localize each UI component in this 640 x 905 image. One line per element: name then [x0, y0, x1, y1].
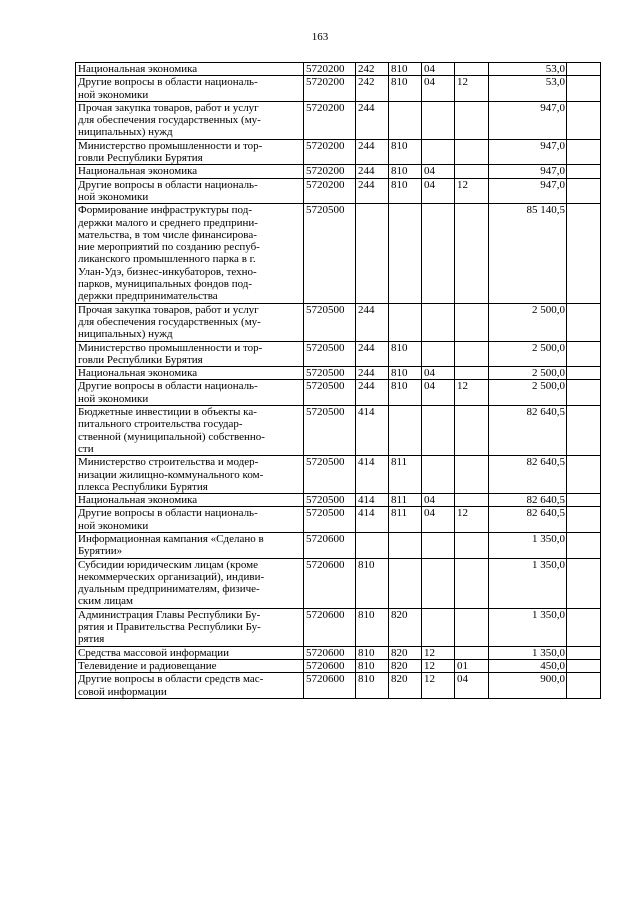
item-name-line: для обеспечения государственных (му-	[78, 114, 261, 127]
item-name-line: Национальная экономика	[78, 494, 198, 507]
amount-cell: 1 350,0	[489, 646, 567, 659]
subsection-cell: 12	[455, 380, 489, 406]
item-name-line: Национальная экономика	[78, 367, 198, 380]
subsection-cell	[455, 101, 489, 139]
budget-manager-cell: 810	[389, 165, 422, 178]
budget-manager-cell	[389, 101, 422, 139]
target-article-cell: 5720200	[304, 63, 356, 76]
amount-cell: 82 640,5	[489, 456, 567, 494]
empty-cell	[567, 507, 601, 533]
expense-type-cell: 244	[356, 165, 389, 178]
empty-cell	[567, 380, 601, 406]
item-name-line: Министерство строительства и модер-	[78, 456, 259, 469]
empty-cell	[567, 532, 601, 558]
item-name-line: Телевидение и радиовещание	[78, 659, 217, 672]
item-name-line: ственной (муниципальной) собственно-	[78, 430, 265, 443]
target-article-cell: 5720500	[304, 303, 356, 341]
target-article-cell: 5720200	[304, 165, 356, 178]
item-name-cell	[76, 558, 304, 608]
section-cell	[422, 558, 455, 608]
budget-manager-cell	[389, 532, 422, 558]
empty-cell	[567, 76, 601, 102]
target-article-cell: 5720500	[304, 380, 356, 406]
table-row	[76, 494, 601, 507]
item-name-cell	[76, 646, 304, 659]
budget-manager-cell	[389, 406, 422, 456]
table-row	[76, 303, 601, 341]
item-name-line: парков, муниципальных фондов под-	[78, 278, 253, 291]
empty-cell	[567, 659, 601, 672]
amount-cell: 2 500,0	[489, 380, 567, 406]
item-name-line: Министерство промышленности и тор-	[78, 139, 263, 152]
target-article-cell: 5720500	[304, 341, 356, 367]
table-row	[76, 456, 601, 494]
table-row	[76, 673, 601, 699]
item-name-line: Прочая закупка товаров, работ и услуг	[78, 101, 259, 114]
section-cell	[422, 139, 455, 165]
target-article-cell: 5720600	[304, 659, 356, 672]
target-article-cell: 5720500	[304, 507, 356, 533]
expense-type-cell: 244	[356, 178, 389, 204]
item-name-line: рятия и Правительства Республики Бу-	[78, 621, 261, 634]
item-name-cell	[76, 532, 304, 558]
subsection-cell	[455, 456, 489, 494]
item-name-line: плекса Республики Бурятия	[78, 480, 208, 493]
empty-cell	[567, 608, 601, 646]
item-name-cell	[76, 659, 304, 672]
item-name-line: Бурятии»	[78, 545, 123, 558]
section-cell: 12	[422, 646, 455, 659]
section-cell	[422, 341, 455, 367]
amount-cell: 2 500,0	[489, 341, 567, 367]
budget-manager-cell: 810	[389, 341, 422, 367]
expense-type-cell: 810	[356, 673, 389, 699]
item-name-line: Информационная кампания «Сделано в	[78, 532, 264, 545]
subsection-cell	[455, 406, 489, 456]
item-name-line: Формирование инфраструктуры под-	[78, 204, 253, 217]
section-cell: 04	[422, 63, 455, 76]
budget-manager-cell: 810	[389, 76, 422, 102]
item-name-cell	[76, 673, 304, 699]
section-cell	[422, 456, 455, 494]
item-name-line: Прочая закупка товаров, работ и услуг	[78, 303, 259, 316]
item-name-line: Министерство промышленности и тор-	[78, 341, 263, 354]
item-name-line: Другие вопросы в области националь-	[78, 507, 258, 520]
empty-cell	[567, 646, 601, 659]
target-article-cell: 5720600	[304, 558, 356, 608]
expense-type-cell: 244	[356, 367, 389, 380]
expense-type-cell: 810	[356, 659, 389, 672]
empty-cell	[567, 101, 601, 139]
item-name-cell	[76, 178, 304, 204]
empty-cell	[567, 456, 601, 494]
expense-type-cell	[356, 204, 389, 303]
item-name-line: некоммерческих организаций), индиви-	[78, 570, 265, 583]
subsection-cell	[455, 367, 489, 380]
amount-cell: 2 500,0	[489, 303, 567, 341]
expense-type-cell: 244	[356, 380, 389, 406]
subsection-cell	[455, 165, 489, 178]
item-name-line: держки предпринимательства	[78, 290, 218, 303]
expense-type-cell: 414	[356, 507, 389, 533]
budget-manager-cell: 811	[389, 494, 422, 507]
subsection-cell	[455, 532, 489, 558]
item-name-line: низации жилищно-коммунального ком-	[78, 468, 264, 481]
table-row	[76, 646, 601, 659]
empty-cell	[567, 558, 601, 608]
budget-manager-cell	[389, 204, 422, 303]
item-name-line: Другие вопросы в области средств мас-	[78, 673, 264, 686]
subsection-cell	[455, 139, 489, 165]
amount-cell: 947,0	[489, 165, 567, 178]
item-name-line: сти	[78, 442, 94, 455]
item-name-line: Другие вопросы в области националь-	[78, 380, 258, 393]
item-name-line: дуальным предпринимателям, физиче-	[78, 583, 260, 596]
empty-cell	[567, 367, 601, 380]
item-name-line: ной экономики	[78, 190, 149, 203]
item-name-line: для обеспечения государственных (му-	[78, 315, 261, 328]
section-cell	[422, 532, 455, 558]
section-cell: 12	[422, 673, 455, 699]
subsection-cell	[455, 63, 489, 76]
subsection-cell	[455, 494, 489, 507]
table-row	[76, 101, 601, 139]
item-name-cell	[76, 367, 304, 380]
table-row	[76, 76, 601, 102]
amount-cell: 1 350,0	[489, 558, 567, 608]
subsection-cell: 12	[455, 507, 489, 533]
table-row	[76, 178, 601, 204]
empty-cell	[567, 494, 601, 507]
target-article-cell: 5720500	[304, 494, 356, 507]
item-name-line: Администрация Главы Республики Бу-	[78, 608, 261, 621]
target-article-cell: 5720200	[304, 101, 356, 139]
section-cell: 04	[422, 367, 455, 380]
item-name-cell	[76, 76, 304, 102]
target-article-cell: 5720500	[304, 367, 356, 380]
item-name-line: ниципальных) нужд	[78, 328, 173, 341]
subsection-cell: 01	[455, 659, 489, 672]
expense-type-cell: 244	[356, 101, 389, 139]
budget-manager-cell: 810	[389, 139, 422, 165]
amount-cell: 85 140,5	[489, 204, 567, 303]
table-row	[76, 558, 601, 608]
expense-type-cell: 242	[356, 76, 389, 102]
section-cell	[422, 303, 455, 341]
budget-manager-cell: 811	[389, 456, 422, 494]
subsection-cell	[455, 341, 489, 367]
item-name-line: Другие вопросы в области националь-	[78, 76, 258, 89]
amount-cell: 1 350,0	[489, 532, 567, 558]
subsection-cell	[455, 558, 489, 608]
section-cell: 04	[422, 76, 455, 102]
empty-cell	[567, 406, 601, 456]
table-row	[76, 406, 601, 456]
subsection-cell	[455, 608, 489, 646]
table-row	[76, 204, 601, 303]
item-name-cell	[76, 380, 304, 406]
budget-table-body	[76, 63, 601, 699]
item-name-line: Улан-Удэ, бизнес-инкубаторов, техно-	[78, 265, 257, 278]
item-name-line: питального строительства государ-	[78, 418, 243, 431]
subsection-cell	[455, 204, 489, 303]
budget-manager-cell: 820	[389, 646, 422, 659]
item-name-cell	[76, 608, 304, 646]
budget-manager-cell: 810	[389, 63, 422, 76]
subsection-cell	[455, 303, 489, 341]
item-name-line: мательства, в том числе финансирова-	[78, 228, 257, 241]
expense-type-cell: 244	[356, 341, 389, 367]
item-name-cell	[76, 494, 304, 507]
expense-type-cell: 244	[356, 303, 389, 341]
budget-manager-cell: 820	[389, 659, 422, 672]
section-cell: 04	[422, 165, 455, 178]
item-name-line: ликанского промышленного парка в г.	[78, 253, 256, 266]
subsection-cell: 04	[455, 673, 489, 699]
item-name-cell	[76, 165, 304, 178]
table-row	[76, 367, 601, 380]
section-cell	[422, 608, 455, 646]
section-cell: 04	[422, 380, 455, 406]
expense-type-cell: 810	[356, 608, 389, 646]
item-name-cell	[76, 456, 304, 494]
item-name-line: Национальная экономика	[78, 165, 198, 178]
budget-manager-cell: 820	[389, 608, 422, 646]
item-name-cell	[76, 204, 304, 303]
item-name-cell	[76, 139, 304, 165]
amount-cell: 82 640,5	[489, 406, 567, 456]
table-row	[76, 532, 601, 558]
amount-cell: 53,0	[489, 76, 567, 102]
empty-cell	[567, 178, 601, 204]
table-row	[76, 608, 601, 646]
item-name-line: держки малого и среднего предприни-	[78, 216, 258, 229]
amount-cell: 900,0	[489, 673, 567, 699]
amount-cell: 82 640,5	[489, 507, 567, 533]
section-cell: 04	[422, 494, 455, 507]
target-article-cell: 5720200	[304, 76, 356, 102]
amount-cell: 947,0	[489, 178, 567, 204]
item-name-line: Субсидии юридическим лицам (кроме	[78, 558, 259, 571]
item-name-line: ским лицам	[78, 595, 133, 608]
budget-manager-cell: 811	[389, 507, 422, 533]
target-article-cell: 5720600	[304, 646, 356, 659]
expense-type-cell	[356, 532, 389, 558]
target-article-cell: 5720500	[304, 204, 356, 303]
item-name-cell	[76, 406, 304, 456]
empty-cell	[567, 63, 601, 76]
section-cell	[422, 204, 455, 303]
table-row	[76, 63, 601, 76]
item-name-line: ной экономики	[78, 392, 149, 405]
expense-type-cell: 244	[356, 139, 389, 165]
budget-manager-cell	[389, 303, 422, 341]
section-cell	[422, 406, 455, 456]
target-article-cell: 5720200	[304, 178, 356, 204]
expense-type-cell: 810	[356, 558, 389, 608]
table-row	[76, 659, 601, 672]
table-row	[76, 380, 601, 406]
target-article-cell: 5720500	[304, 456, 356, 494]
amount-cell: 450,0	[489, 659, 567, 672]
table-row	[76, 341, 601, 367]
section-cell: 04	[422, 178, 455, 204]
item-name-cell	[76, 63, 304, 76]
amount-cell: 82 640,5	[489, 494, 567, 507]
expense-type-cell: 414	[356, 494, 389, 507]
item-name-cell	[76, 101, 304, 139]
subsection-cell: 12	[455, 76, 489, 102]
budget-manager-cell	[389, 558, 422, 608]
item-name-line: ной экономики	[78, 519, 149, 532]
empty-cell	[567, 165, 601, 178]
item-name-line: говли Республики Бурятия	[78, 353, 203, 366]
empty-cell	[567, 341, 601, 367]
target-article-cell: 5720600	[304, 608, 356, 646]
budget-manager-cell: 810	[389, 367, 422, 380]
page-number: 163	[311, 31, 329, 43]
item-name-line: рятия	[78, 633, 105, 646]
budget-manager-cell: 820	[389, 673, 422, 699]
item-name-line: Другие вопросы в области националь-	[78, 178, 258, 191]
target-article-cell: 5720200	[304, 139, 356, 165]
amount-cell: 2 500,0	[489, 367, 567, 380]
table-row	[76, 507, 601, 533]
item-name-cell	[76, 341, 304, 367]
item-name-line: Бюджетные инвестиции в объекты ка-	[78, 406, 257, 419]
amount-cell: 947,0	[489, 101, 567, 139]
empty-cell	[567, 303, 601, 341]
section-cell: 12	[422, 659, 455, 672]
item-name-line: совой информации	[78, 685, 167, 698]
target-article-cell: 5720500	[304, 406, 356, 456]
item-name-line: ной экономики	[78, 88, 149, 101]
item-name-cell	[76, 507, 304, 533]
item-name-line: ниципальных) нужд	[78, 126, 173, 139]
subsection-cell: 12	[455, 178, 489, 204]
amount-cell: 53,0	[489, 63, 567, 76]
item-name-line: ние мероприятий по созданию респуб-	[78, 241, 260, 254]
amount-cell: 1 350,0	[489, 608, 567, 646]
section-cell	[422, 101, 455, 139]
item-name-cell	[76, 303, 304, 341]
budget-manager-cell: 810	[389, 380, 422, 406]
target-article-cell: 5720600	[304, 532, 356, 558]
subsection-cell	[455, 646, 489, 659]
item-name-line: Средства массовой информации	[78, 646, 229, 659]
expense-type-cell: 414	[356, 456, 389, 494]
expense-type-cell: 810	[356, 646, 389, 659]
empty-cell	[567, 139, 601, 165]
empty-cell	[567, 673, 601, 699]
table-row	[76, 139, 601, 165]
target-article-cell: 5720600	[304, 673, 356, 699]
expense-type-cell: 414	[356, 406, 389, 456]
section-cell: 04	[422, 507, 455, 533]
budget-table	[75, 62, 601, 699]
expense-type-cell: 242	[356, 63, 389, 76]
item-name-line: Национальная экономика	[78, 63, 198, 75]
empty-cell	[567, 204, 601, 303]
budget-manager-cell: 810	[389, 178, 422, 204]
table-row	[76, 165, 601, 178]
amount-cell: 947,0	[489, 139, 567, 165]
item-name-line: говли Республики Бурятия	[78, 152, 203, 165]
